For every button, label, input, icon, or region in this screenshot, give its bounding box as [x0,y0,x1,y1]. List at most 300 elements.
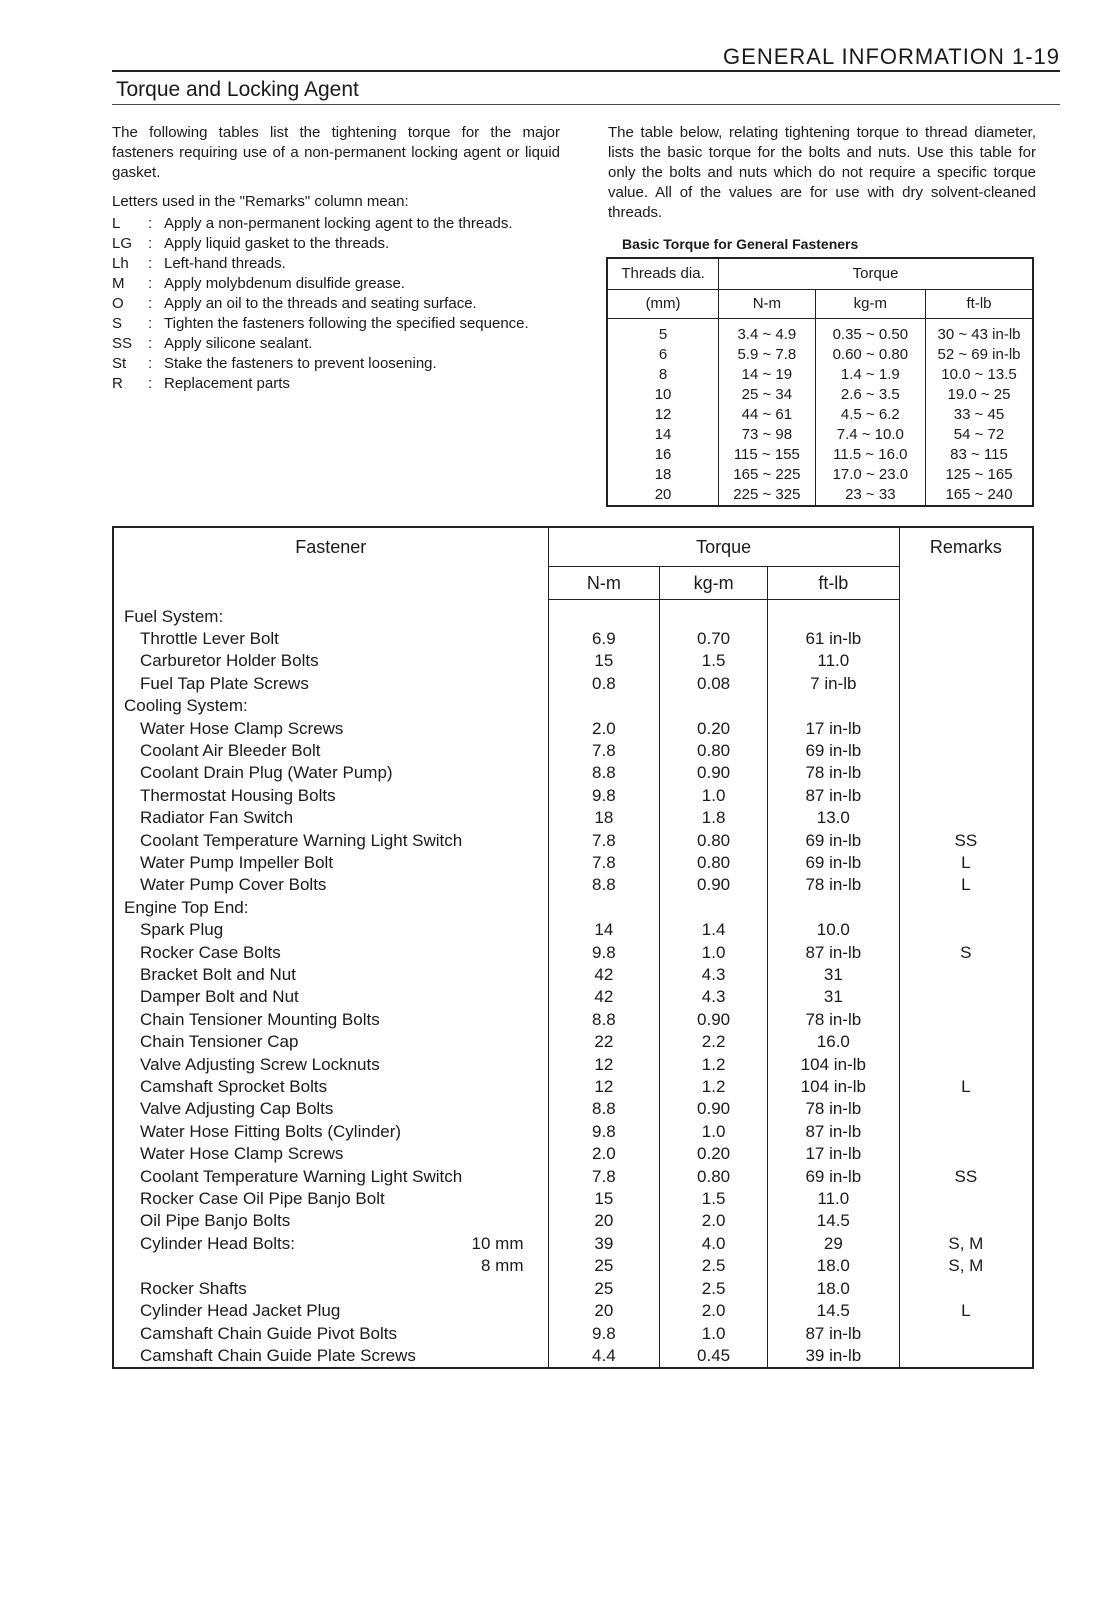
cell-ftlb: 11.0 [767,1188,899,1210]
cell-ftlb: 19.0 ~ 25 [926,385,1033,405]
table-row [113,830,1033,852]
cell-rem: L [899,874,1033,896]
cell-rem [899,986,1033,1008]
cell-kgm: 0.20 [660,718,768,740]
cell-nm: 7.8 [548,740,660,762]
cell-dia: 5 [607,319,719,346]
cell-kgm [660,695,768,717]
basic-table-row [607,425,1033,445]
legend-text: Apply an oil to the threads and seating surface. [164,295,477,312]
cell-nm: 25 ~ 34 [719,385,816,405]
cell-rem: S [899,942,1033,964]
cell-kgm: 0.60 ~ 0.80 [815,345,925,365]
cell-kgm: 0.90 [660,1009,768,1031]
cell-rem [899,695,1033,717]
fastener-name [113,785,548,807]
table-row [113,785,1033,807]
cell-rem: L [899,1076,1033,1098]
table-row [113,807,1033,829]
cell-nm: 22 [548,1031,660,1053]
fastener-name-text: Water Hose Fitting Bolts (Cylinder) [140,1121,402,1141]
fastener-name [113,807,548,829]
cell-rem [899,650,1033,672]
fastener-name [113,1188,548,1210]
cell-kgm: 0.70 [660,628,768,650]
fastener-name-text: Cylinder Head Jacket Plug [140,1301,341,1321]
cell-nm: 73 ~ 98 [719,425,816,445]
category-row [113,695,1033,717]
cell-dia: 14 [607,425,719,445]
fastener-name [113,1143,548,1165]
table-row [113,919,1033,941]
cell-ftlb: 61 in-lb [767,628,899,650]
table-row [113,1076,1033,1098]
legend-colon: : [148,315,153,332]
cell-ftlb: 78 in-lb [767,1009,899,1031]
table-row [113,942,1033,964]
basic-table-row [607,405,1033,425]
fastener-name-text: Valve Adjusting Screw Locknuts [140,1054,380,1074]
cell-kgm: 1.8 [660,807,768,829]
table-row [113,650,1033,672]
legend-text: Apply molybdenum disulfide grease. [164,275,405,292]
cell-dia: 18 [607,465,719,485]
cell-kgm: 1.2 [660,1076,768,1098]
cell-rem [899,1143,1033,1165]
legend-colon: : [148,335,153,352]
header-nm: N-m [719,290,816,319]
cell-ftlb: 17 in-lb [767,1143,899,1165]
cell-nm: 115 ~ 155 [719,445,816,465]
cell-kgm: 2.6 ~ 3.5 [815,385,925,405]
cell-nm: 42 [548,986,660,1008]
cell-rem [899,1031,1033,1053]
cell-ftlb: 29 [767,1233,899,1255]
cell-ftlb: 104 in-lb [767,1076,899,1098]
cell-nm: 3.4 ~ 4.9 [719,319,816,346]
fastener-name-text: Coolant Temperature Warning Light Switch [140,1166,463,1186]
cell-ftlb: 87 in-lb [767,785,899,807]
cell-kgm: 0.80 [660,830,768,852]
cell-kgm: 0.80 [660,740,768,762]
intro-left-column [112,123,560,394]
fastener-name-text: Fuel Tap Plate Screws [140,673,309,693]
cell-ftlb: 13.0 [767,807,899,829]
cell-nm: 165 ~ 225 [719,465,816,485]
cell-nm: 9.8 [548,942,660,964]
cell-nm: 0.8 [548,673,660,695]
cell-dia: 8 [607,365,719,385]
cell-nm: 8.8 [548,1009,660,1031]
fastener-name [113,762,548,784]
basic-table-row [607,319,1033,346]
fastener-name-text: Rocker Case Oil Pipe Banjo Bolt [140,1189,385,1209]
fastener-name [113,1098,548,1120]
fastener-name-text: Oil Pipe Banjo Bolts [140,1211,291,1231]
table-row [113,1323,1033,1345]
legend-colon: : [148,355,153,372]
basic-table-row [607,465,1033,485]
cell-rem [899,1054,1033,1076]
fastener-name-text: Fuel System: [124,606,224,626]
cell-rem [899,600,1033,628]
cell-nm [548,695,660,717]
legend-item [112,254,560,274]
cell-nm: 225 ~ 325 [719,485,816,506]
table-row [113,874,1033,896]
cell-nm: 7.8 [548,1166,660,1188]
header-torque: Torque [548,527,899,567]
cell-nm [548,897,660,919]
cell-ftlb: 52 ~ 69 in-lb [926,345,1033,365]
legend-item [112,234,560,254]
table-row [113,986,1033,1008]
fastener-name [113,1300,548,1322]
cell-kgm: 2.5 [660,1255,768,1277]
fastener-name [113,1166,548,1188]
legend-code: LG [112,235,133,252]
legend-item [112,354,560,374]
cell-kgm: 4.3 [660,986,768,1008]
cell-rem [899,919,1033,941]
cell-kgm: 1.5 [660,1188,768,1210]
legend-code: L [112,215,121,232]
fastener-name [113,852,548,874]
cell-nm: 25 [548,1278,660,1300]
cell-kgm: 2.0 [660,1300,768,1322]
cell-kgm: 4.3 [660,964,768,986]
cell-rem [899,1098,1033,1120]
cell-ftlb: 31 [767,986,899,1008]
legend-colon: : [148,215,153,232]
table-row [113,1054,1033,1076]
table-row [113,1009,1033,1031]
legend-intro: Letters used in the "Remarks" column mean: [112,193,409,210]
category-label [113,600,548,628]
cell-ftlb: 14.5 [767,1210,899,1232]
cell-kgm: 0.80 [660,1166,768,1188]
cell-kgm: 1.0 [660,1121,768,1143]
cell-dia: 12 [607,405,719,425]
legend-colon: : [148,255,153,272]
table-row [113,1121,1033,1143]
legend-text: Replacement parts [164,375,290,392]
table-row [113,1098,1033,1120]
legend-item [112,314,560,334]
cell-rem [899,1121,1033,1143]
cell-kgm: 1.0 [660,1323,768,1345]
cell-nm: 15 [548,1188,660,1210]
category-label [113,897,548,919]
intro-paragraph: The following tables list the tightening torque for the major fasteners requiring use of a non-permanent locking agent or liquid gasket. [112,124,560,181]
cell-rem [899,964,1033,986]
cell-kgm: 1.4 ~ 1.9 [815,365,925,385]
fastener-name [113,1233,548,1255]
header-rule [112,70,1060,72]
cell-kgm: 0.20 [660,1143,768,1165]
cell-nm: 12 [548,1076,660,1098]
cell-kgm: 23 ~ 33 [815,485,925,506]
legend-item [112,214,560,234]
section-title: Torque and Locking Agent [116,78,359,101]
legend-code: O [112,295,124,312]
cell-ftlb: 10.0 [767,919,899,941]
cell-kgm: 1.4 [660,919,768,941]
cell-ftlb: 69 in-lb [767,1166,899,1188]
header-mm: (mm) [607,290,719,319]
basic-table-title: Basic Torque for General Fasteners [622,236,859,252]
fastener-name [113,1009,548,1031]
cell-rem [899,673,1033,695]
cell-ftlb: 33 ~ 45 [926,405,1033,425]
header-threads-dia: Threads dia. [607,258,719,290]
cell-nm: 15 [548,650,660,672]
fastener-name-text: Damper Bolt and Nut [140,987,299,1007]
legend-text: Apply a non-permanent locking agent to the threads. [164,215,513,232]
fastener-name [113,1054,548,1076]
table-row [113,1210,1033,1232]
cell-kgm [660,600,768,628]
basic-table-row [607,385,1033,405]
cell-ftlb: 17 in-lb [767,718,899,740]
fastener-name [113,628,548,650]
fastener-name-text: Water Pump Impeller Bolt [140,852,334,872]
cell-kgm: 2.0 [660,1210,768,1232]
legend-item [112,274,560,294]
legend-colon: : [148,295,153,312]
cell-kgm: 4.0 [660,1233,768,1255]
cell-nm: 8.8 [548,874,660,896]
table-row [113,1031,1033,1053]
fastener-name-text: Throttle Lever Bolt [140,628,279,648]
fastener-name-text: Cylinder Head Bolts: [140,1233,295,1253]
cell-rem [899,1210,1033,1232]
cell-dia: 10 [607,385,719,405]
cell-ftlb [767,897,899,919]
table-row [113,718,1033,740]
cell-kgm [660,897,768,919]
cell-rem: L [899,852,1033,874]
cell-nm: 44 ~ 61 [719,405,816,425]
fastener-name [113,1323,548,1345]
fastener-name-text: Thermostat Housing Bolts [140,785,336,805]
legend-item [112,334,560,354]
legend-text: Stake the fasteners to prevent loosening. [164,355,437,372]
cell-rem [899,628,1033,650]
legend-item [112,374,560,394]
fastener-name-text: Chain Tensioner Mounting Bolts [140,1009,380,1029]
fastener-name [113,986,548,1008]
legend-colon: : [148,235,153,252]
cell-rem [899,1009,1033,1031]
cell-ftlb: 83 ~ 115 [926,445,1033,465]
table-row [113,1233,1033,1255]
cell-rem: S, M [899,1233,1033,1255]
cell-nm: 2.0 [548,1143,660,1165]
cell-kgm: 4.5 ~ 6.2 [815,405,925,425]
fastener-name [113,718,548,740]
fastener-torque-table [112,526,1034,1369]
cell-kgm: 0.90 [660,762,768,784]
cell-rem: L [899,1300,1033,1322]
fastener-name-text: Chain Tensioner Cap [140,1032,299,1052]
cell-rem [899,740,1033,762]
cell-rem [899,762,1033,784]
legend-code: R [112,375,123,392]
header-ftlb: ft-lb [926,290,1033,319]
cell-ftlb [767,600,899,628]
category-row [113,897,1033,919]
cell-nm: 2.0 [548,718,660,740]
cell-ftlb: 87 in-lb [767,942,899,964]
cell-ftlb: 104 in-lb [767,1054,899,1076]
fastener-name-text: Engine Top End: [124,897,249,917]
table-row [113,762,1033,784]
header-nm: N-m [548,567,660,600]
table-row [113,1278,1033,1300]
cell-rem [899,807,1033,829]
cell-kgm: 7.4 ~ 10.0 [815,425,925,445]
cell-ftlb: 78 in-lb [767,762,899,784]
cell-nm: 25 [548,1255,660,1277]
cell-kgm: 0.45 [660,1345,768,1368]
cell-ftlb: 54 ~ 72 [926,425,1033,445]
fastener-name [113,1076,548,1098]
table-row [113,1345,1033,1368]
category-row [113,600,1033,628]
cell-rem [899,1188,1033,1210]
fastener-name [113,650,548,672]
cell-kgm: 2.2 [660,1031,768,1053]
table-row [113,1143,1033,1165]
fastener-name-text: Water Hose Clamp Screws [140,718,344,738]
header-kgm: kg-m [815,290,925,319]
legend-text: Apply liquid gasket to the threads. [164,235,390,252]
category-label [113,695,548,717]
fastener-name-text: Coolant Air Bleeder Bolt [140,740,321,760]
cell-ftlb: 7 in-lb [767,673,899,695]
table-row [113,673,1033,695]
cell-ftlb: 78 in-lb [767,874,899,896]
cell-ftlb: 165 ~ 240 [926,485,1033,506]
fastener-name [113,830,548,852]
legend-item [112,294,560,314]
fastener-name-text: Water Pump Cover Bolts [140,875,327,895]
table-row [113,964,1033,986]
fastener-name [113,964,548,986]
cell-ftlb: 18.0 [767,1255,899,1277]
header-remarks: Remarks [899,527,1033,600]
cell-rem [899,897,1033,919]
cell-rem [899,1323,1033,1345]
cell-kgm: 2.5 [660,1278,768,1300]
fastener-name-text: Carburetor Holder Bolts [140,651,319,671]
cell-ftlb: 125 ~ 165 [926,465,1033,485]
cell-nm: 12 [548,1054,660,1076]
legend-code: M [112,275,125,292]
cell-kgm: 0.80 [660,852,768,874]
page-header-title: GENERAL INFORMATION 1-19 [723,44,1060,69]
fastener-table-body [113,600,1033,1369]
cell-ftlb: 69 in-lb [767,852,899,874]
cell-nm: 42 [548,964,660,986]
table-row [113,628,1033,650]
basic-table-row [607,445,1033,465]
table-row [113,852,1033,874]
cell-nm: 7.8 [548,852,660,874]
legend-text: Apply silicone sealant. [164,335,313,352]
cell-kgm: 11.5 ~ 16.0 [815,445,925,465]
fastener-name [113,1031,548,1053]
fastener-name-text: Coolant Temperature Warning Light Switch [140,830,463,850]
cell-ftlb: 69 in-lb [767,830,899,852]
cell-nm: 20 [548,1300,660,1322]
section-rule [112,104,1060,105]
cell-ftlb: 16.0 [767,1031,899,1053]
fastener-name [113,673,548,695]
cell-rem [899,785,1033,807]
cell-kgm: 1.0 [660,785,768,807]
cell-nm: 5.9 ~ 7.8 [719,345,816,365]
cell-nm: 20 [548,1210,660,1232]
cell-nm: 14 ~ 19 [719,365,816,385]
cell-kgm: 1.2 [660,1054,768,1076]
fastener-name [113,1345,548,1368]
cell-ftlb: 69 in-lb [767,740,899,762]
basic-table-row [607,365,1033,385]
fastener-name-text: Camshaft Chain Guide Plate Screws [140,1345,416,1365]
cell-nm: 7.8 [548,830,660,852]
cell-rem: SS [899,830,1033,852]
cell-kgm: 0.90 [660,874,768,896]
size-qualifier: 10 mm [471,1233,524,1253]
cell-dia: 6 [607,345,719,365]
legend-code: Lh [112,255,129,272]
cell-rem: S, M [899,1255,1033,1277]
fastener-name-text: Rocker Shafts [140,1278,247,1298]
table-row [113,1188,1033,1210]
cell-ftlb: 11.0 [767,650,899,672]
basic-torque-paragraph: The table below, relating tightening torque to thread diameter, lists the basic torque for the bolts and nuts. Use this table for only the bolts and nuts which do not require a specific torque value. All of the values are for use with dry solvent-cleaned threads. [608,124,1036,221]
legend-colon: : [148,375,153,392]
cell-nm: 9.8 [548,785,660,807]
cell-nm: 8.8 [548,1098,660,1120]
fastener-name-text: Camshaft Sprocket Bolts [140,1077,328,1097]
legend-code: S [112,315,123,332]
cell-nm: 18 [548,807,660,829]
fastener-name [113,1121,548,1143]
header-fastener: Fastener [113,527,548,600]
cell-rem [899,1278,1033,1300]
cell-kgm: 1.0 [660,942,768,964]
fastener-name [113,1255,548,1277]
legend-code: SS [112,335,133,352]
fastener-name [113,874,548,896]
cell-nm: 14 [548,919,660,941]
basic-torque-table [606,257,1034,507]
cell-dia: 20 [607,485,719,506]
cell-kgm: 0.08 [660,673,768,695]
header-torque: Torque [719,258,1033,290]
cell-rem: SS [899,1166,1033,1188]
cell-kgm: 1.5 [660,650,768,672]
basic-table-row [607,345,1033,365]
cell-nm: 4.4 [548,1345,660,1368]
cell-ftlb: 30 ~ 43 in-lb [926,319,1033,346]
table-row [113,1255,1033,1277]
fastener-name-text: Radiator Fan Switch [140,808,294,828]
table-row [113,1300,1033,1322]
